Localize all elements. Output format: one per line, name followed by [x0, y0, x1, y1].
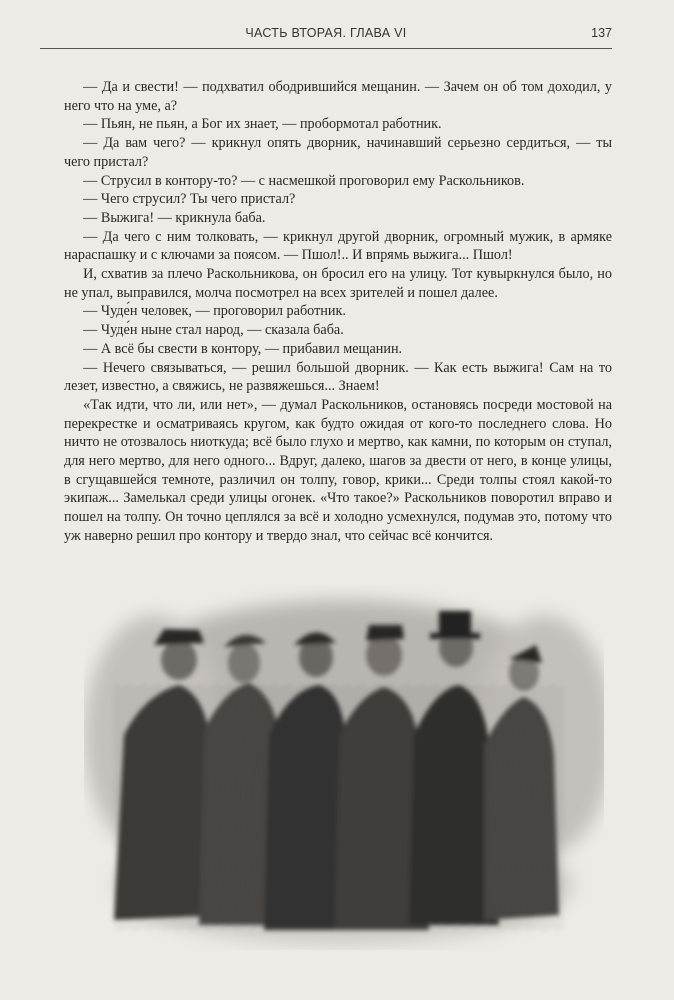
paragraph: — Да чего с ним толковать, — крикнул другой дворник, огромный мужик, в армяке нараспашку и с ключами за поясом. — Пшол!.. И впрямь выжига... Пшол!: [64, 228, 612, 264]
paragraph: И, схватив за плечо Раскольникова, он бросил его на улицу. Тот кувыркнулся было, но не упал, выправился, молча посмотрел на всех зрителей и пошел далее.: [64, 266, 612, 301]
body-text: [64, 78, 612, 546]
paragraph: — Чего струсил? Ты чего пристал?: [83, 191, 296, 208]
running-head: ЧАСТЬ ВТОРАЯ. ГЛАВА VI: [245, 26, 407, 40]
paragraph: — Пьян, не пьян, а Бог их знает, — пробормотал работник.: [83, 116, 442, 133]
paragraph: — Чуде́н человек, — проговорил работник.: [83, 303, 346, 320]
paragraph: — Нечего связываться, — решил большой дворник. — Как есть выжига! Сам на то лезет, известно, а свяжись, не развяжешься... Знаем!: [64, 359, 612, 395]
paragraph: — Струсил в контору-то? — с насмешкой проговорил ему Раскольников.: [83, 172, 525, 189]
paragraph: — Чуде́н ныне стал народ, — сказала баба.: [83, 322, 344, 339]
paragraph: «Так идти, что ли, или нет», — думал Раскольников, остановясь посреди мостовой на перекрестке и осматриваясь кругом, как будто ожидая от кого-то последнего слова. Но ничто не отозвалось ниоткуда; всё было глухо и мертво, как камни, по которым он ступал, для него мертво, для него одного... Вдруг, далеко, шагов за двести от него, в конце улицы, в сгущавшейся темноте, различил он толпу, говор, крики... Среди толпы стоял какой-то экипаж... Замелькал среди улицы огонек. «Что такое?» Раскольников поворотил вправо и пошел на толпу. Он точно цеплялся за всё и холодно усмехнулся, подумав это, потому что уж наверно решил про контору и твердо знал, что сейчас всё кончится.: [64, 396, 612, 544]
paragraph: — А всё бы свести в контору, — прибавил мещанин.: [83, 340, 403, 357]
header-rule: [40, 48, 612, 49]
paragraph: — Выжига! — крикнула баба.: [83, 209, 266, 226]
page-header: [40, 26, 612, 48]
paragraph: — Да вам чего? — крикнул опять дворник, начинавший серьезно сердиться, — ты чего пристал?: [64, 135, 612, 170]
crowd-illustration: [84, 585, 604, 950]
paragraph: — Да и свести! — подхватил ободрившийся мещанин. — Зачем он об том доходил, у него что на уме, а?: [64, 79, 612, 114]
page-number: 137: [591, 26, 612, 40]
